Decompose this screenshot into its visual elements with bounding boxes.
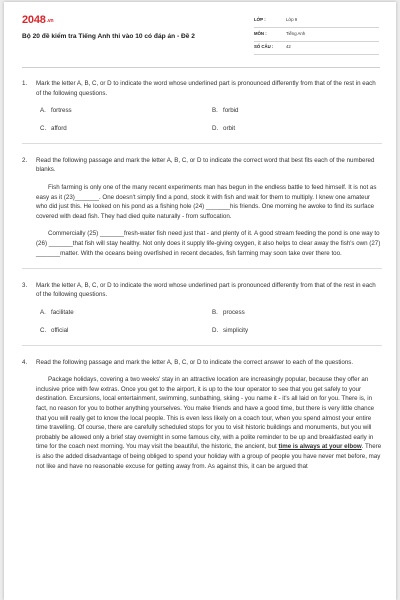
option-a[interactable] [40, 308, 212, 318]
passage-text: Package holidays, covering a two weeks' stay in an attractive location are increasingly popular, because they offer an inclusive price with few extras. Once you get to the airport, it is up to the tour operator to see that you get safely to your destination. Excursions, local entertainment, swimming, sunbathing, skiing - you name it - it's all laid on for you. There is, in fact, no reason for you to bother anything yourselves. You make friends and have a good time, but there is very little chance that you will really get to know the local people. This is even less likely on a coach tour, when you spend almost your entire time travelling. Of course, there are carefully scheduled stops for you to visit historic buildings and monuments, but you will probably be allowed only a brief stay overnight in some famous city, with a polite reminder to be up and breakfasted early in time for the coach next morning. You may visit the beautiful, the historic, the ancient, but [36, 376, 375, 451]
question-list [22, 79, 382, 481]
passage-paragraph [36, 375, 382, 471]
question-2 [22, 156, 382, 258]
question-number: 3. [22, 281, 28, 289]
meta-row-class [254, 16, 379, 28]
question-number: 4. [22, 358, 28, 366]
logo-text: 2048 [22, 14, 46, 26]
meta-label-subject: MÔN : [254, 30, 267, 36]
option-letter: D. [212, 326, 219, 334]
option-text: orbit [223, 124, 236, 132]
option-c[interactable] [40, 326, 212, 336]
meta-label-class: LỚP : [254, 17, 266, 22]
option-b[interactable] [212, 308, 382, 318]
question-text: Mark the letter A, B, C, or D to indicate the word whose underlined part is pronounced differently from that of the rest in each of the following questions. [36, 80, 376, 97]
option-text: facilitate [51, 308, 74, 316]
option-text: afford [51, 124, 67, 132]
option-text: official [51, 326, 69, 334]
header-divider [22, 67, 380, 68]
option-letter: C. [40, 326, 47, 334]
option-text: simplicity [223, 326, 249, 334]
question-text: Mark the letter A, B, C, or D to indicate the word whose underlined part is pronounced differently from that of the rest in each of the following questions. [36, 281, 376, 299]
passage-paragraph: Fish farming is only one of the many recent experiments man has begun in the endless battle to feed himself. It is not as easy as it (23)_______. One doesn't simply find a pond, stock it with fish and wait for them to multiply. I knew one amateur who did just this. He looked on his pond as a fishing hole (24) _______his friends. One morning he awoke to find its surface covered with dead fish. They had died quite naturally - from suffocation. [36, 184, 377, 220]
question-1 [22, 79, 382, 133]
underlined-phrase: time is always at your elbow [278, 443, 362, 451]
passage-text: . There is also the added disadvantage of being obliged to spend your holiday with a group of people you have never met before, may not like and have no reasonable excuse for getting away from. As against this, it can be argued that [36, 443, 382, 470]
reading-passage [36, 183, 382, 258]
meta-value-class: Lớp 9 [286, 17, 298, 22]
option-text: forbid [223, 107, 239, 115]
question-number: 2. [22, 156, 28, 164]
option-a[interactable] [40, 106, 212, 116]
document-header [4, 2, 396, 60]
answer-options [36, 308, 382, 335]
question-text: Read the following passage and mark the letter A, B, C, or D to indicate the correct word that best fits each of the numbered blanks. [36, 156, 375, 174]
meta-value-count: 42 [286, 44, 291, 49]
question-divider [22, 268, 382, 269]
option-d[interactable] [212, 124, 382, 134]
question-divider [22, 143, 382, 144]
document-title: Bộ 20 đề kiểm tra Tiếng Anh thi vào 10 có đáp án - Đề 2 [22, 33, 195, 40]
option-letter: A. [40, 308, 46, 316]
option-letter: A. [40, 107, 46, 115]
meta-info [254, 16, 379, 57]
answer-options [36, 106, 382, 133]
option-text: fortress [51, 107, 72, 115]
meta-label-count: SỐ CÂU : [254, 44, 274, 49]
passage-paragraph: Commercially (25) _______fresh-water fish need just that - and plenty of it. A good stream feeding the pond is one way to (26) _______that fish will stay healthy. Not only does it supply life-giving oxygen, it also helps to clear away the fish's own (27) _______matter. With the oceans being overfished in recent decades, fish farming may soon take over there too. [36, 230, 381, 257]
option-text: process [223, 308, 245, 316]
meta-row-count [254, 43, 379, 55]
meta-row-subject [254, 30, 379, 42]
question-4 [22, 358, 382, 472]
reading-passage [36, 375, 382, 471]
document-page [4, 2, 396, 600]
site-logo[interactable] [22, 14, 53, 26]
option-b[interactable] [212, 106, 382, 116]
question-number: 1. [22, 80, 28, 87]
question-3 [22, 281, 382, 335]
option-letter: D. [212, 124, 219, 132]
option-c[interactable] [40, 124, 212, 134]
question-text: Read the following passage and mark the letter A, B, C, or D to indicate the correct answer to each of the questions. [36, 358, 354, 366]
option-letter: B. [212, 107, 218, 115]
question-divider [22, 345, 382, 346]
logo-suffix: .vn [46, 18, 54, 24]
option-d[interactable] [212, 326, 382, 336]
option-letter: B. [212, 308, 218, 316]
meta-value-subject: Tiếng Anh [286, 30, 306, 36]
option-letter: C. [40, 124, 47, 132]
